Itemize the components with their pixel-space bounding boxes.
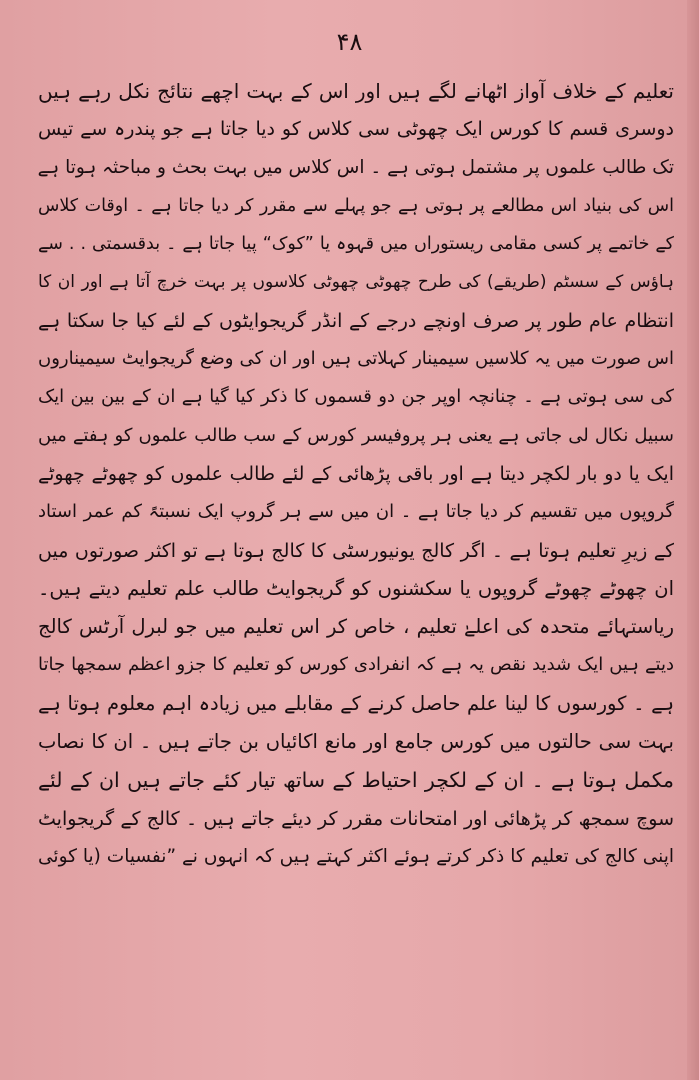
text-line: گروپوں میں تقسیم کر دیا جاتا ہے ۔ ان میں سے ہر گروپ ایک نسبتہً کم عمر استاد (38, 501, 674, 523)
text-line: ریاستہائے متحدہ کی اعلےٰ تعلیم ، خاص کر اس تعلیم میں جو لبرل آرٹس کالج (38, 615, 674, 639)
text-line: اپنی کالج کی تعلیم کا ذکر کرتے ہوئے اکثر کہتے ہیں کہ انہوں نے ”نفسیات (یا کوئی (38, 845, 674, 867)
text-line: ہاؤس کے سسٹم (طریقے) کی طرح چھوٹی چھوٹی کلاسوں پر بہت خرچ آتا ہے اور ان کا (38, 272, 674, 293)
text-line: ہے ۔ کورسوں کا لینا علم حاصل کرنے کے مقابلے میں زیادہ اہم معلوم ہوتا ہے (38, 691, 674, 715)
text-line: ان چھوٹے چھوٹے گروپوں یا سکشنوں کو گریجوایٹ طالب علم تعلیم دیتے ہیں۔ (38, 576, 674, 600)
text-line: دیتے ہیں ایک شدید نقص یہ ہے کہ انفرادی کورس کو تعلیم کا جزو اعظم سمجھا جاتا (38, 654, 674, 676)
text-line: انتظام عام طور پر صرف اونچے درجے کے انڈر گریجوایٹوں کے لئے کیا جا سکتا ہے (38, 309, 674, 332)
text-line: اس صورت میں یہ کلاسیں سیمینار کہلاتی ہیں اور ان کی وضع گریجوایٹ سیمیناروں (38, 348, 674, 370)
text-line: تک طالب علموں پر مشتمل ہوتی ہے ۔ اس کلاس میں بہت بحث و مباحثہ ہوتا ہے (38, 156, 674, 178)
text-line: مکمل ہوتا ہے ۔ ان کے لکچر احتیاط کے ساتھ تیار کئے جاتے ہیں ان کے لئے (38, 768, 674, 793)
text-line: کے زیرِ تعلیم ہوتا ہے ۔ اگر کالج یونیورسٹی کا کالج ہوتا ہے تو اکثر صورتوں میں (38, 539, 674, 562)
text-line: سبیل نکال لی جاتی ہے یعنی ہر پروفیسر کورس کے سب طالب علموں کو ہفتے میں (38, 424, 674, 446)
text-line: اس کی بنیاد اس مطالعے پر ہوتی ہے جو پہلے سے مقرر کر دیا جاتا ہے ۔ اوقات کلاس (38, 195, 674, 216)
page-body-text (38, 72, 674, 1062)
text-line: بہت سی حالتوں میں کورس جامع اور مانع اکائیاں بن جاتے ہیں ۔ ان کا نصاب (38, 730, 674, 754)
text-line: تعلیم کے خلاف آواز اٹھانے لگے ہیں اور اس کے بہت اچھے نتائج نکل رہے ہیں (38, 79, 674, 103)
text-line: کے خاتمے پر کسی مقامی ریستوراں میں قہوہ یا ”کوک“ پیا جاتا ہے ۔ بدقسمتی . . سے (38, 234, 674, 255)
text-line: کی سی ہوتی ہے ۔ چنانچہ اوپر جن دو قسموں کا ذکر کیا گیا ہے ان کے بین بین ایک (38, 386, 674, 408)
text-line: سوچ سمجھ کر پڑھائی اور امتحانات مقرر کر دیئے جاتے ہیں ۔ کالج کے گریجوایٹ (38, 807, 674, 830)
page-number: ۴۸ (336, 28, 363, 56)
text-line: ایک یا دو بار لکچر دیتا ہے اور باقی پڑھائی کے لئے طالب علموں کو چھوٹے چھوٹے (38, 462, 674, 485)
text-line: دوسری قسم کا کورس ایک چھوٹی سی کلاس کو دیا جاتا ہے جو پندرہ سے تیس (38, 118, 674, 141)
page-edge (687, 0, 699, 1080)
